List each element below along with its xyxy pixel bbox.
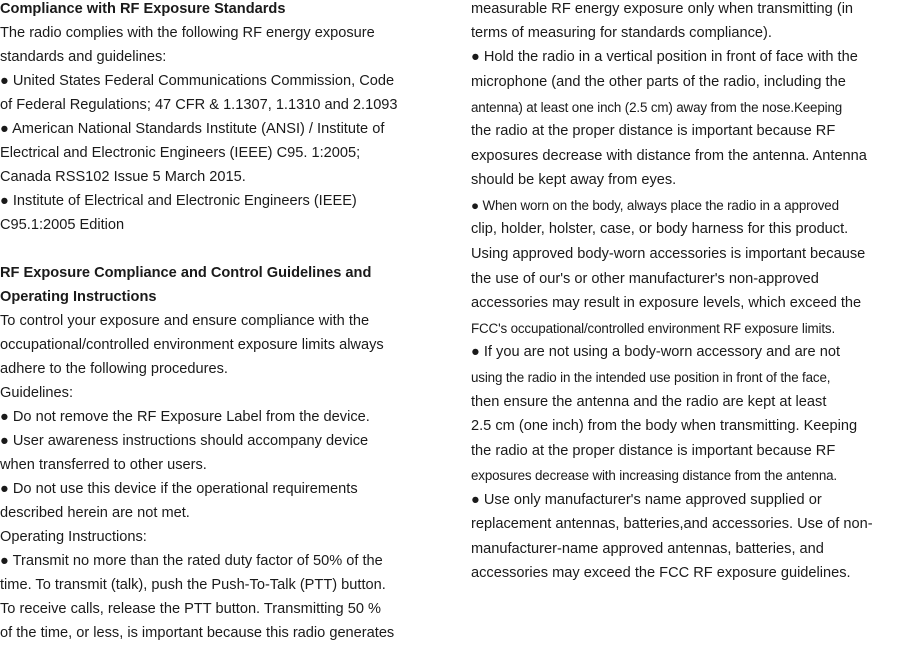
- text-line: ● When worn on the body, always place the radio in a approved: [471, 198, 839, 213]
- text-line: exposures decrease with distance from the antenna. Antenna: [471, 148, 867, 164]
- section-heading-line: RF Exposure Compliance and Control Guidelines and: [0, 265, 372, 281]
- text-line: ● Transmit no more than the rated duty factor of 50% of the: [0, 553, 383, 569]
- text-line: ● User awareness instructions should accompany device: [0, 433, 369, 449]
- text-line: accessories may result in exposure levels, which exceed the: [471, 295, 862, 311]
- text-line: FCC's occupational/controlled environment RF exposure limits.: [471, 321, 836, 336]
- text-line: ● Use only manufacturer's name approved supplied or: [471, 492, 822, 508]
- text-line: To receive calls, release the PTT button. Transmitting 50 %: [0, 601, 381, 617]
- text-line: occupational/controlled environment exposure limits always: [0, 337, 384, 353]
- text-line: exposures decrease with increasing distance from the antenna.: [471, 468, 838, 483]
- text-line: described herein are not met.: [0, 505, 190, 521]
- text-line: ● Do not remove the RF Exposure Label from the device.: [0, 409, 370, 425]
- text-line: the radio at the proper distance is important because RF: [471, 443, 836, 459]
- text-line: replacement antennas, batteries,and accessories. Use of non-: [471, 516, 873, 532]
- text-line: measurable RF energy exposure only when transmitting (in: [471, 1, 854, 17]
- text-line: ● United States Federal Communications Commission, Code: [0, 73, 395, 89]
- text-line: Canada RSS102 Issue 5 March 2015.: [0, 169, 246, 185]
- text-line: time. To transmit (talk), push the Push-To-Talk (PTT) button.: [0, 577, 386, 593]
- text-line: To control your exposure and ensure compliance with the: [0, 313, 370, 329]
- text-line: Operating Instructions:: [0, 529, 147, 545]
- text-line: should be kept away from eyes.: [471, 172, 677, 188]
- text-line: Electrical and Electronic Engineers (IEEE) C95. 1:2005;: [0, 145, 361, 161]
- text-line: when transferred to other users.: [0, 457, 207, 473]
- text-line: Guidelines:: [0, 385, 74, 401]
- text-line: adhere to the following procedures.: [0, 361, 228, 377]
- text-line: then ensure the antenna and the radio are kept at least: [471, 394, 827, 410]
- text-line: clip, holder, holster, case, or body harness for this product.: [471, 221, 849, 237]
- text-line: ● If you are not using a body-worn accessory and are not: [471, 344, 840, 360]
- section-heading-line: Operating Instructions: [0, 289, 157, 305]
- text-line: 2.5 cm (one inch) from the body when transmitting. Keeping: [471, 418, 858, 434]
- text-line: of the time, or less, is important because this radio generates: [0, 625, 395, 641]
- text-line: the use of our's or other manufacturer's non-approved: [471, 271, 819, 287]
- text-line: The radio complies with the following RF energy exposure: [0, 25, 375, 41]
- text-line: accessories may exceed the FCC RF exposure guidelines.: [471, 565, 851, 581]
- text-line: microphone (and the other parts of the radio, including the: [471, 74, 846, 90]
- text-line: the radio at the proper distance is important because RF: [471, 123, 836, 139]
- text-line: ● Institute of Electrical and Electronic Engineers (IEEE): [0, 193, 357, 209]
- text-line: of Federal Regulations; 47 CFR & 1.1307, 1.1310 and 2.1093: [0, 97, 398, 113]
- text-line: C95.1:2005 Edition: [0, 217, 125, 233]
- text-line: using the radio in the intended use position in front of the face,: [471, 370, 831, 385]
- text-line: manufacturer-name approved antennas, batteries, and: [471, 541, 824, 557]
- text-line: antenna) at least one inch (2.5 cm) away from the nose.Keeping: [471, 100, 843, 115]
- text-line: terms of measuring for standards compliance).: [471, 25, 772, 41]
- text-line: ● Hold the radio in a vertical position in front of face with the: [471, 49, 858, 65]
- text-line: ● American National Standards Institute (ANSI) / Institute of: [0, 121, 385, 137]
- section-heading-line: Compliance with RF Exposure Standards: [0, 1, 286, 17]
- text-line: standards and guidelines:: [0, 49, 167, 65]
- text-line: ● Do not use this device if the operational requirements: [0, 481, 358, 497]
- text-line: Using approved body-worn accessories is important because: [471, 246, 866, 262]
